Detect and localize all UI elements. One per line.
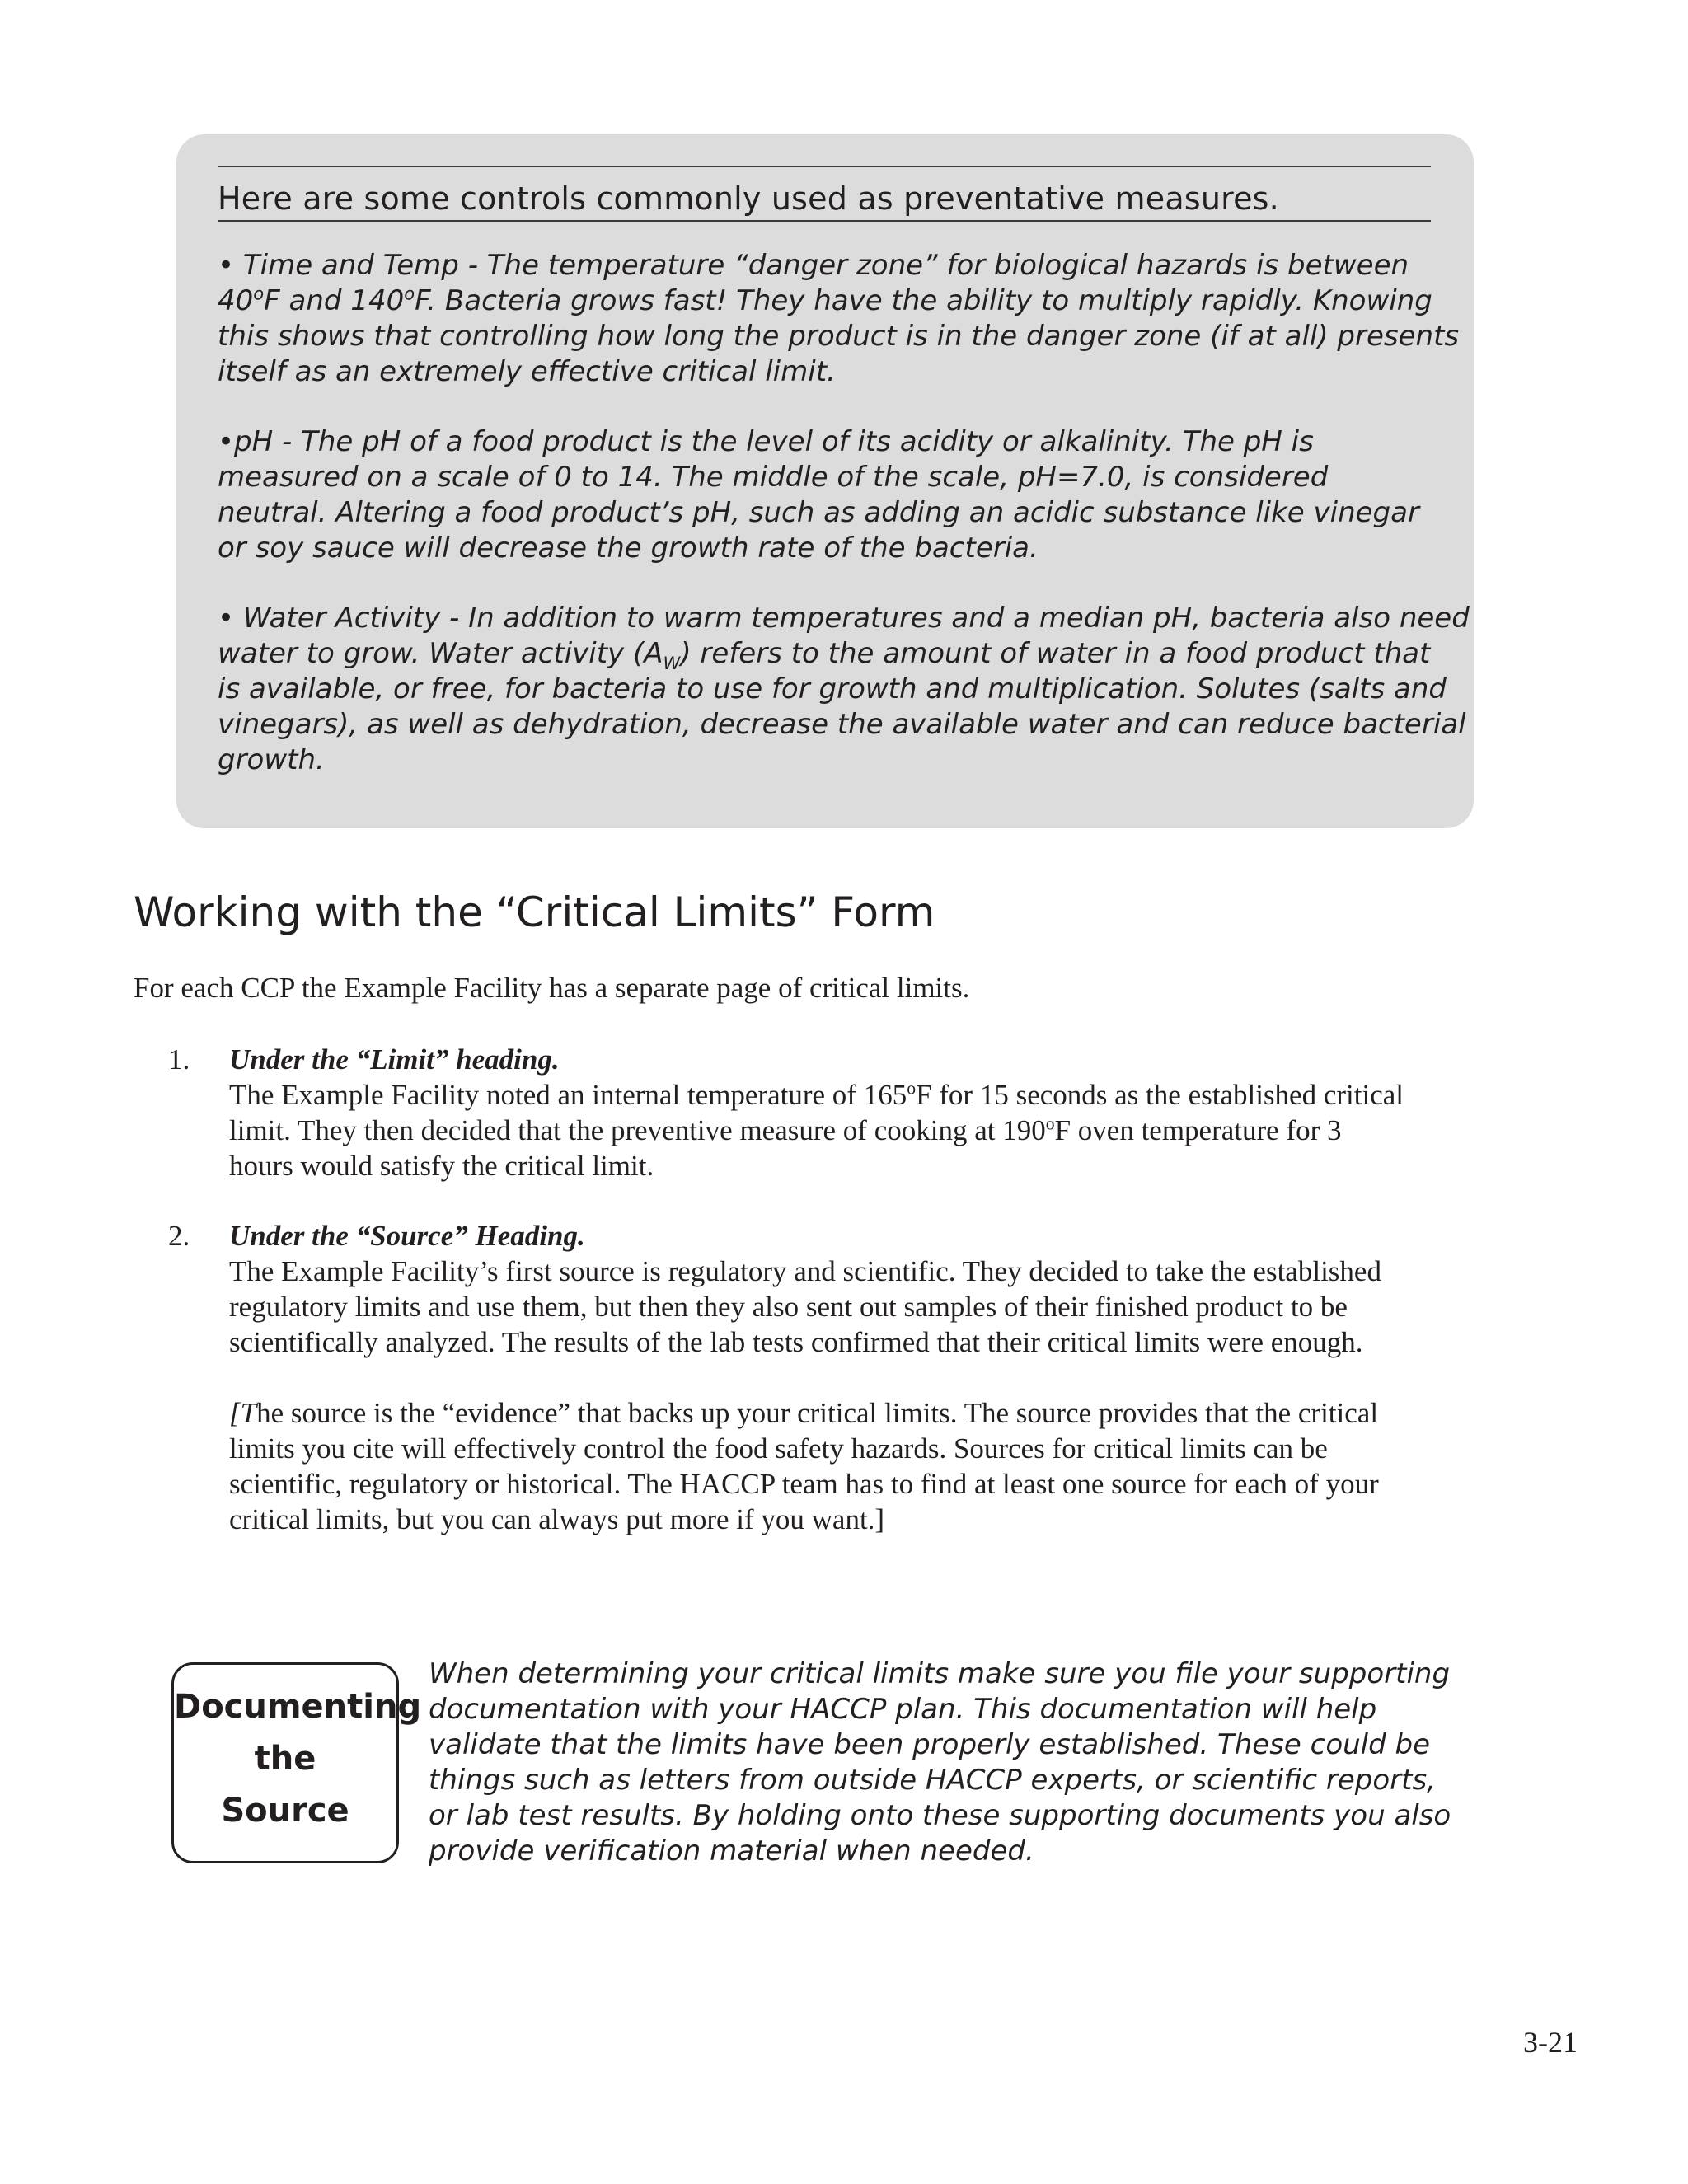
doc-box-line-1: Documenting	[174, 1688, 422, 1726]
doc-para-line-3: validate that the limits have been properly established. These could be	[429, 1728, 1431, 1761]
ph-paragraph	[218, 424, 1454, 566]
list-number: 1.	[168, 1043, 190, 1076]
time-temp-line-1: • Time and Temp - The temperature “danger zone” for biological hazards is between	[218, 249, 1409, 282]
preventative-measures-callout	[176, 134, 1474, 828]
time-temp-line-3: this shows that controlling how long the product is in the danger zone (if at all) presents	[218, 320, 1460, 353]
time-temp-line-4: itself as an extremely effective critical limit.	[218, 355, 836, 388]
source-line-2: regulatory limits and use them, but then they also sent out samples of their finished product to be	[229, 1291, 1348, 1323]
doc-para-line-5: or lab test results. By holding onto these supporting documents you also	[429, 1799, 1451, 1832]
doc-box-line-2: the	[254, 1740, 316, 1778]
water-activity-paragraph	[218, 601, 1470, 778]
documenting-the-source-box	[171, 1662, 422, 1863]
limit-line-1: The Example Facility noted an internal temperature of 165$^o$F for 15 seconds as the established critical	[229, 1078, 1404, 1111]
water-line-3: is available, or free, for bacteria to use for growth and multiplication. Solutes (salts and	[218, 673, 1447, 705]
time-temp-paragraph	[218, 248, 1460, 390]
source-note-line-3: scientific, regulatory or historical. The HACCP team has to find at least one source for each of your	[229, 1468, 1379, 1500]
ph-line-3: neutral. Altering a food product’s pH, such as adding an acidic substance like vinegar	[218, 496, 1419, 529]
list-number: 2.	[168, 1220, 190, 1252]
ph-line-1: •pH - The pH of a food product is the level of its acidity or alkalinity. The pH is	[218, 425, 1314, 458]
water-line-2: water to grow. Water activity $(A_W)$ refers to the amount of water in a food product that	[218, 637, 1431, 673]
ph-line-2: measured on a scale of 0 to 14. The middle of the scale, pH=7.0, is considered	[218, 461, 1329, 494]
time-temp-line-2: 40$^o$F and 140$^o$F. Bacteria grows fast! They have the ability to multiply rapidly. Knowing	[218, 283, 1432, 317]
doc-para-line-6: provide verification material when needed.	[429, 1835, 1034, 1868]
limit-line-3: hours would satisfy the critical limit.	[229, 1150, 654, 1182]
water-line-1: • Water Activity - In addition to warm temperatures and a median pH, bacteria also need	[218, 602, 1470, 635]
source-note-line-1: [The source is the “evidence” that backs up your critical limits. The source provides that the critical	[229, 1397, 1379, 1429]
source-heading: Under the “Source” Heading.	[229, 1220, 585, 1252]
doc-box-line-3: Source	[221, 1792, 349, 1830]
callout-title: Here are some controls commonly used as preventative measures.	[218, 166, 1431, 222]
limit-line-2: limit. They then decided that the preventive measure of cooking at 190$^o$F oven temperature for 3	[229, 1113, 1342, 1146]
ph-line-4: or soy sauce will decrease the growth rate of the bacteria.	[218, 532, 1039, 565]
doc-para-line-1: When determining your critical limits make sure you file your supporting	[429, 1657, 1451, 1690]
limit-heading: Under the “Limit” heading.	[229, 1043, 560, 1076]
page-number: 3-21	[1523, 2026, 1578, 2059]
documentation-paragraph	[429, 1657, 1500, 1869]
list-item-body	[229, 1218, 1515, 1537]
source-line-3: scientifically analyzed. The results of the lab tests confirmed that their critical limits were enough.	[229, 1326, 1363, 1358]
source-note-line-4: critical limits, but you can always put more if you want.]	[229, 1503, 885, 1535]
section-heading: Working with the “Critical Limits” Form	[134, 888, 935, 936]
doc-para-line-2: documentation with your HACCP plan. This documentation will help	[429, 1693, 1377, 1726]
intro-text: For each CCP the Example Facility has a separate page of critical limits.	[134, 972, 970, 1004]
water-line-4: vinegars), as well as dehydration, decrease the available water and can reduce bacterial	[218, 708, 1466, 741]
doc-para-line-4: things such as letters from outside HACCP experts, or scientific reports,	[429, 1764, 1436, 1797]
source-note-line-2: limits you cite will effectively control the food safety hazards. Sources for critical limits can be	[229, 1432, 1328, 1465]
list-item-body	[229, 1042, 1515, 1183]
source-line-1: The Example Facility’s first source is regulatory and scientific. They decided to take the established	[229, 1255, 1381, 1287]
water-line-5: growth.	[218, 743, 325, 776]
